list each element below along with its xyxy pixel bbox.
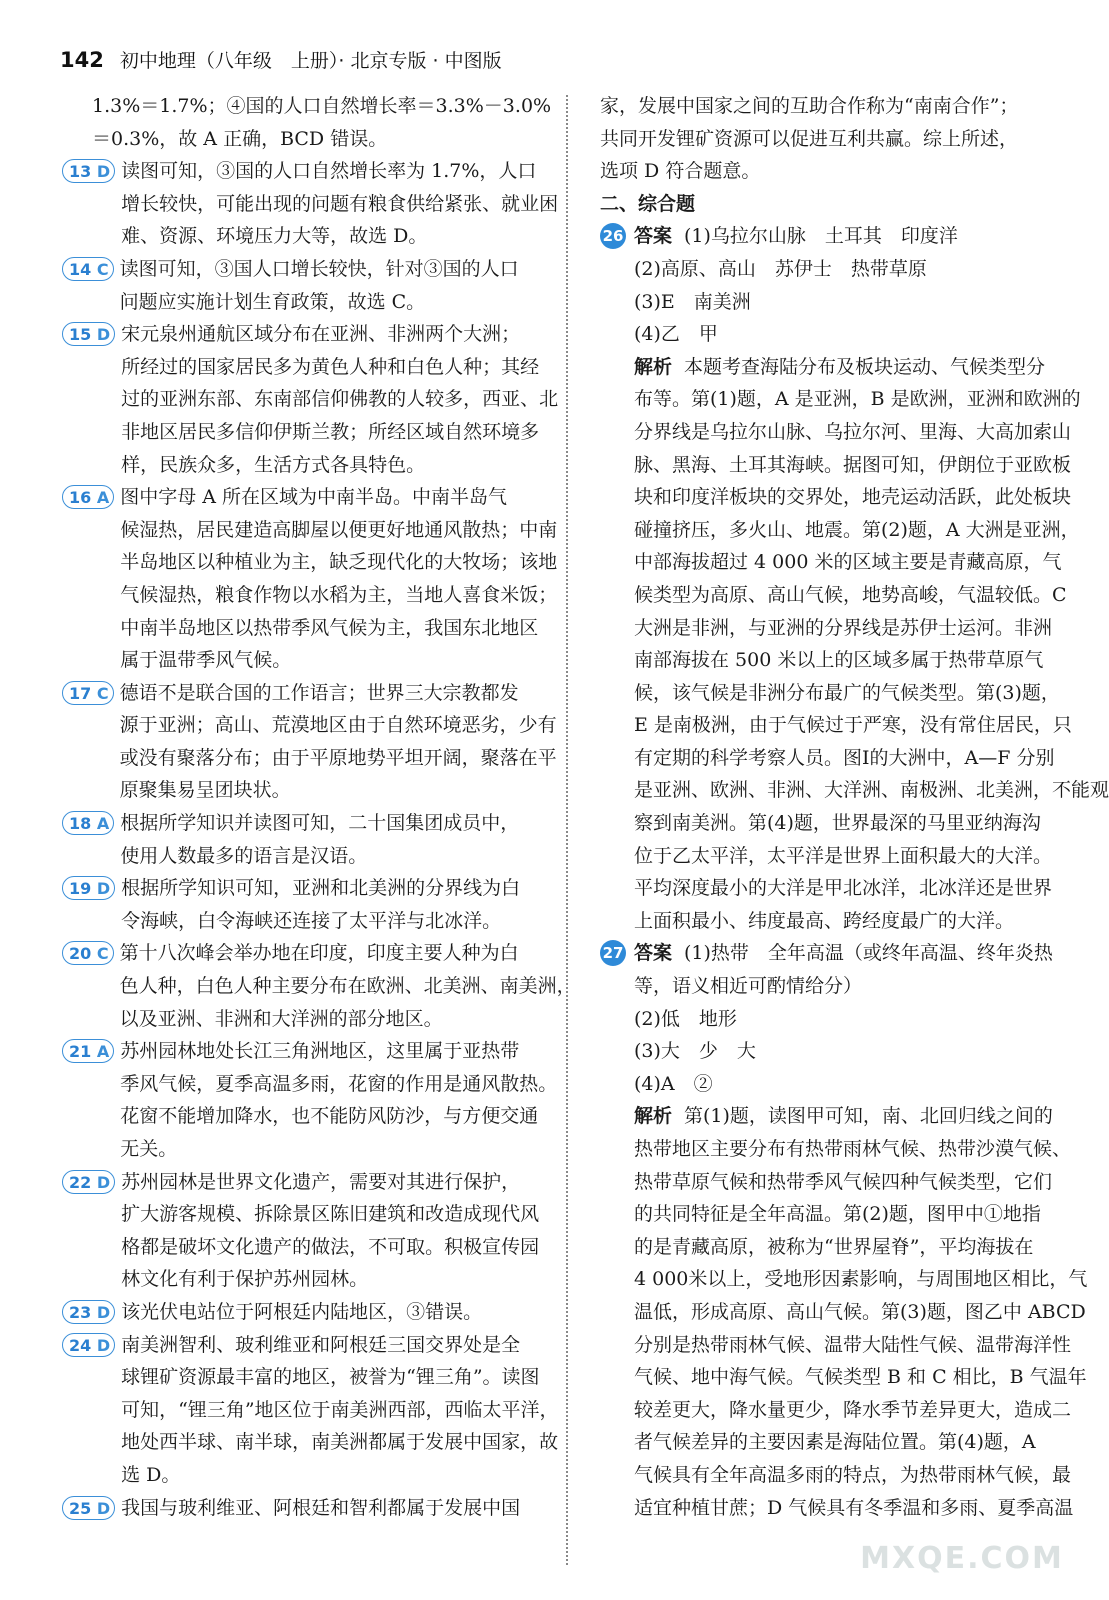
explanation-text (120, 937, 576, 1035)
explanation-text (121, 318, 558, 481)
question-number: 19 (69, 879, 92, 899)
analysis-line: 南部海拔在 500 米以上的区域多属于热带草原气 (634, 649, 1044, 672)
explanation-line: 苏州园林地处长江三角洲地区，这里属于亚热带 (120, 1040, 520, 1063)
explanation-text (120, 807, 544, 872)
explanation-line: 属于温带季风气候。 (120, 649, 292, 672)
explanation-text (120, 677, 557, 807)
answer-letter: D (96, 879, 111, 899)
answer-label: 答案 (634, 225, 673, 248)
answer-letter: A (96, 814, 110, 834)
right-column (600, 90, 1109, 1524)
answer-line: (3)大 少 大 (634, 1040, 756, 1063)
column-divider (566, 95, 568, 1565)
analysis-line (600, 1100, 1054, 1133)
analysis-line: 的是青藏高原，被称为“世界屋脊”，平均海拔在 (634, 1235, 1034, 1258)
explanation-line: 无关。 (120, 1138, 178, 1160)
explanation-line: 使用人数最多的语言是汉语。 (120, 844, 368, 867)
explanation-line: 苏州园林是世界文化遗产，需要对其进行保护， (121, 1170, 521, 1193)
question-number-badge: 27 (600, 940, 626, 966)
question-number-badge (62, 322, 115, 346)
explanation-line: 季风气候，夏季高温多雨，花窗的作用是通风散热。 (120, 1072, 558, 1095)
answer-letter: C (96, 683, 109, 703)
question-number: 25 (69, 1498, 92, 1518)
explanation-line: 第十八次峰会举办地在印度，印度主要人种为白 (119, 942, 519, 965)
question-number-badge (62, 1333, 115, 1357)
question-number-badge (62, 159, 115, 183)
analysis-line: 较差更大，降水量更少，降水季节差异更大，造成二 (634, 1398, 1072, 1421)
explanation-text (120, 253, 544, 318)
answer-block (634, 937, 1053, 970)
analysis-line (600, 351, 1054, 384)
explanation-line: 宋元泉州通航区域分布在亚洲、非洲两个大洲； (121, 323, 521, 346)
answer-item (62, 155, 559, 253)
explanation-line: 德语不是联合国的工作语言；世界三大宗教都发 (119, 681, 519, 704)
continued-line: 选项 D 符合题意。 (600, 160, 761, 183)
answer-item (62, 481, 558, 677)
continued-line: 共同开发锂矿资源可以促进互利共赢。综上所述， (600, 127, 1019, 150)
answer-item (62, 253, 544, 318)
explanation-line: 根据所学知识可知，亚洲和北美洲的分界线为白 (121, 877, 521, 900)
analysis-text: 第(1)题，读图甲可知，南、北回归线之间的 (684, 1105, 1053, 1128)
analysis-line: E 是南极洲，由于气候过于严寒，没有常住居民，只 (634, 714, 1072, 737)
analysis-line: 4 000米以上，受地形因素影响，与周围地区相比，气 (634, 1268, 1088, 1291)
answer-line (634, 220, 958, 253)
intro-line: ＝0.3%，故 A 正确，BCD 错误。 (92, 127, 388, 150)
explanation-text (121, 872, 544, 937)
question-number: 23 (69, 1302, 92, 1322)
question-number: 18 (69, 814, 92, 834)
answer-line: (4)A ② (634, 1072, 713, 1095)
explanation-line: 色人种，白色人种主要分布在欧洲、北美洲、南美洲， (119, 975, 576, 998)
question-number: 17 (69, 683, 92, 703)
explanation-line: 根据所学知识并读图可知，二十国集团成员中， (120, 812, 520, 835)
answer-letter: D (96, 1335, 111, 1355)
continued-line: 家，发展中国家之间的互助合作称为“南南合作”； (600, 95, 1019, 117)
analysis-line: 候，该气候是非洲分布最广的气候类型。第(3)题， (634, 681, 1060, 704)
explanation-line: 候湿热，居民建造高脚屋以便更好地通风散热；中南 (120, 518, 558, 541)
answer-line: (3)E 南美洲 (634, 290, 751, 313)
question-number-badge (62, 1039, 114, 1063)
question-number: 22 (69, 1172, 92, 1192)
explanation-line: 地处西半球、南半球，南美洲都属于发展中国家，故 (121, 1431, 559, 1454)
answer-line (634, 937, 1053, 970)
analysis-line: 适宜种植甘蔗；D 气候具有冬季温和多雨、夏季高温 (634, 1496, 1074, 1519)
book-title: 初中地理（八年级 上册）· 北京专版 · 中图版 (119, 50, 502, 72)
explanation-text (121, 155, 558, 253)
answer-line: (2)高原、高山 苏伊士 热带草原 (634, 257, 927, 280)
left-column (62, 90, 576, 1524)
analysis-text: 本题考查海陆分布及板块运动、气候类型分 (684, 355, 1046, 378)
explanation-line: 气候湿热，粮食作物以水稻为主，当地人喜食米饭； (120, 583, 558, 606)
answer-item (62, 1296, 544, 1329)
answer-item (62, 872, 544, 937)
explanation-line: 原聚集易呈团块状。 (119, 779, 291, 802)
explanation-line: 南美洲智利、玻利维亚和阿根廷三国交界处是全 (121, 1333, 521, 1356)
section-title: 二、综合题 (600, 192, 696, 215)
analysis-line: 候类型为高原、高山气候，地势高峻，气温较低。C (634, 583, 1067, 606)
analysis-line: 察到南美洲。第(4)题，世界最深的马里亚纳海沟 (634, 812, 1041, 835)
explanation-line: 读图可知，③国人口增长较快，针对③国的人口 (119, 257, 519, 280)
analysis-line: 平均深度最小的大洋是甲北冰洋，北冰洋还是世界 (634, 877, 1053, 900)
explanation-line: 花窗不能增加降水，也不能防风防沙，与方便交通 (120, 1105, 539, 1128)
answer-letter: D (96, 325, 111, 345)
answer-text: (1)热带 全年高温（或终年高温、终年炎热 (684, 942, 1053, 965)
explanation-text (121, 1166, 544, 1296)
explanation-line: 非地区居民多信仰伊斯兰教；所经区域自然环境多 (121, 420, 540, 443)
question-number-badge (62, 1496, 115, 1520)
analysis-line: 的共同特征是全年高温。第(2)题，图甲中①地指 (634, 1203, 1041, 1226)
question-number-badge (62, 681, 114, 705)
answer-item (62, 318, 559, 481)
question-number: 15 (69, 325, 92, 345)
explanation-line: 或没有聚落分布；由于平原地势平坦开阔，聚落在平 (119, 746, 557, 769)
analysis-line: 上面积最小、纬度最高、跨经度最广的大洋。 (634, 909, 1015, 932)
explanation-line: 球锂矿资源最丰富的地区，被誉为“锂三角”。读图 (121, 1366, 540, 1389)
explanation-line: 所经过的国家居民多为黄色人种和白色人种；其经 (121, 355, 540, 378)
answer-label: 答案 (634, 942, 673, 965)
analysis-line: 热带地区主要分布有热带雨林气候、热带沙漠气候、 (634, 1138, 1072, 1160)
explanation-line: 增长较快，可能出现的问题有粮食供给紧张、就业困 (121, 192, 559, 215)
analysis-line: 中部海拔超过 4 000 米的区域主要是青藏高原，气 (634, 551, 1062, 574)
question-number-badge (62, 257, 114, 281)
answer-letter: A (96, 488, 110, 508)
analysis-line: 热带草原气候和热带季风气候四种气候类型，它们 (634, 1170, 1053, 1193)
answer-line: 等，语义相近可酌情给分） (634, 975, 863, 998)
answer-item (62, 1329, 559, 1492)
question-number: 14 (69, 259, 92, 279)
question-number-badge (62, 941, 114, 965)
explanation-line: 该光伏电站位于阿根廷内陆地区，③错误。 (121, 1300, 483, 1323)
answer-item (62, 1492, 544, 1525)
analysis-label: 解析 (634, 1105, 673, 1128)
answer-letter: D (96, 162, 111, 182)
explanation-line: 格都是破坏文化遗产的做法，不可取。积极宣传园 (121, 1235, 540, 1258)
question-number: 16 (69, 488, 92, 508)
answer-item (62, 1035, 558, 1165)
explanation-text (120, 481, 557, 677)
analysis-line: 是亚洲、欧洲、非洲、大洋洲、南极洲、北美洲，不能观 (634, 779, 1109, 802)
analysis-line: 布等。第(1)题，A 是亚洲，B 是欧洲，亚洲和欧洲的 (634, 388, 1081, 411)
analysis-line: 者气候差异的主要因素是海陆位置。第(4)题，A (634, 1431, 1036, 1454)
explanation-line: 图中字母 A 所在区域为中南半岛。中南半岛气 (120, 486, 508, 509)
explanation-line: 问题应实施计划生育政策，故选 C。 (119, 290, 426, 313)
question-number-badge (62, 1170, 115, 1194)
question-number: 20 (69, 944, 92, 964)
answer-letter: D (96, 1498, 111, 1518)
explanation-line: 半岛地区以种植业为主，缺乏现代化的大牧场；该地 (120, 551, 558, 574)
answer-line: (2)低 地形 (634, 1007, 737, 1030)
explanation-line: 扩大游客规模、拆除景区陈旧建筑和改造成现代风 (121, 1203, 540, 1226)
analysis-line: 气候具有全年高温多雨的特点，为热带雨林气候，最 (634, 1463, 1072, 1486)
explanation-line: 令海峡，白令海峡还连接了太平洋与北冰洋。 (121, 909, 502, 932)
analysis-line: 气候、地中海气候。气候类型 B 和 C 相比，B 气温年 (634, 1366, 1087, 1389)
answer-item (62, 807, 544, 872)
analysis-line: 块和印度洋板块的交界处，地壳运动活跃，此处板块 (634, 486, 1072, 509)
question-number-badge (62, 876, 115, 900)
question-number-badge (62, 811, 114, 835)
comprehensive-question (600, 220, 1054, 253)
analysis-line: 碰撞挤压，多火山、地震。第(2)题，A 大洲是亚洲， (634, 518, 1080, 541)
explanation-line: 林文化有利于保护苏州园林。 (121, 1268, 369, 1291)
analysis-line: 大洲是非洲，与亚洲的分界线是苏伊士运河。非洲 (634, 616, 1053, 639)
answer-letter: C (96, 259, 109, 279)
question-number: 24 (69, 1335, 92, 1355)
explanation-line: 读图可知，③国的人口自然增长率为 1.7%，人口 (121, 160, 537, 183)
explanation-line: 选 D。 (121, 1463, 181, 1486)
answer-item (62, 937, 576, 1035)
answer-line: (4)乙 甲 (634, 323, 718, 346)
explanation-line: 以及亚洲、非洲和大洋洲的部分地区。 (119, 1007, 443, 1030)
explanation-line: 难、资源、环境压力大等，故选 D。 (121, 225, 428, 248)
question-number-badge (62, 1300, 115, 1324)
explanation-line: 中南半岛地区以热带季风气候为主，我国东北地区 (120, 616, 539, 639)
page-number: 142 (60, 48, 104, 72)
analysis-line: 有定期的科学考察人员。图Ⅰ的大洲中，A—F 分别 (634, 746, 1055, 769)
analysis-line: 温低，形成高原、高山气候。第(3)题，图乙中 ABCD (634, 1300, 1086, 1323)
answer-item (62, 1166, 544, 1296)
analysis-line: 位于乙太平洋，太平洋是世界上面积最大的大洋。 (634, 844, 1053, 867)
intro-line: 1.3%＝1.7%；④国的人口自然增长率＝3.3%－3.0% (92, 95, 552, 117)
explanation-line: 可知，“锂三角”地区位于南美洲西部，西临太平洋， (121, 1398, 559, 1421)
question-number-badge (62, 485, 114, 509)
explanation-line: 过的亚洲东部、东南部信仰佛教的人较多，西亚、北 (121, 388, 559, 411)
question-number-badge: 26 (600, 223, 626, 249)
explanation-text (120, 1035, 557, 1165)
analysis-label: 解析 (634, 355, 673, 378)
answer-text: (1)乌拉尔山脉 土耳其 印度洋 (684, 225, 958, 248)
analysis-line: 分界线是乌拉尔山脉、乌拉尔河、里海、大高加索山 (634, 420, 1072, 443)
explanation-line: 样，民族众多，生活方式各具特色。 (121, 453, 426, 476)
question-number: 13 (69, 162, 92, 182)
explanation-line: 我国与玻利维亚、阿根廷和智利都属于发展中国 (121, 1496, 521, 1519)
analysis-line: 脉、黑海、土耳其海峡。据图可知，伊朗位于亚欧板 (634, 453, 1072, 476)
watermark-logo: MXQE.COM (860, 1541, 1064, 1576)
analysis-line: 分别是热带雨林气候、温带大陆性气候、温带海洋性 (634, 1333, 1072, 1356)
page-header (60, 45, 502, 75)
answer-letter: A (96, 1042, 110, 1062)
answer-letter: C (96, 944, 109, 964)
answer-block (634, 220, 958, 253)
explanation-text (121, 1492, 544, 1525)
question-number: 21 (69, 1042, 92, 1062)
explanation-text (121, 1296, 544, 1329)
comprehensive-question (600, 937, 1054, 970)
explanation-line: 源于亚洲；高山、荒漠地区由于自然环境恶劣，少有 (119, 714, 557, 737)
answer-letter: D (96, 1172, 111, 1192)
answer-item (62, 677, 557, 807)
answer-letter: D (96, 1302, 111, 1322)
explanation-text (121, 1329, 558, 1492)
